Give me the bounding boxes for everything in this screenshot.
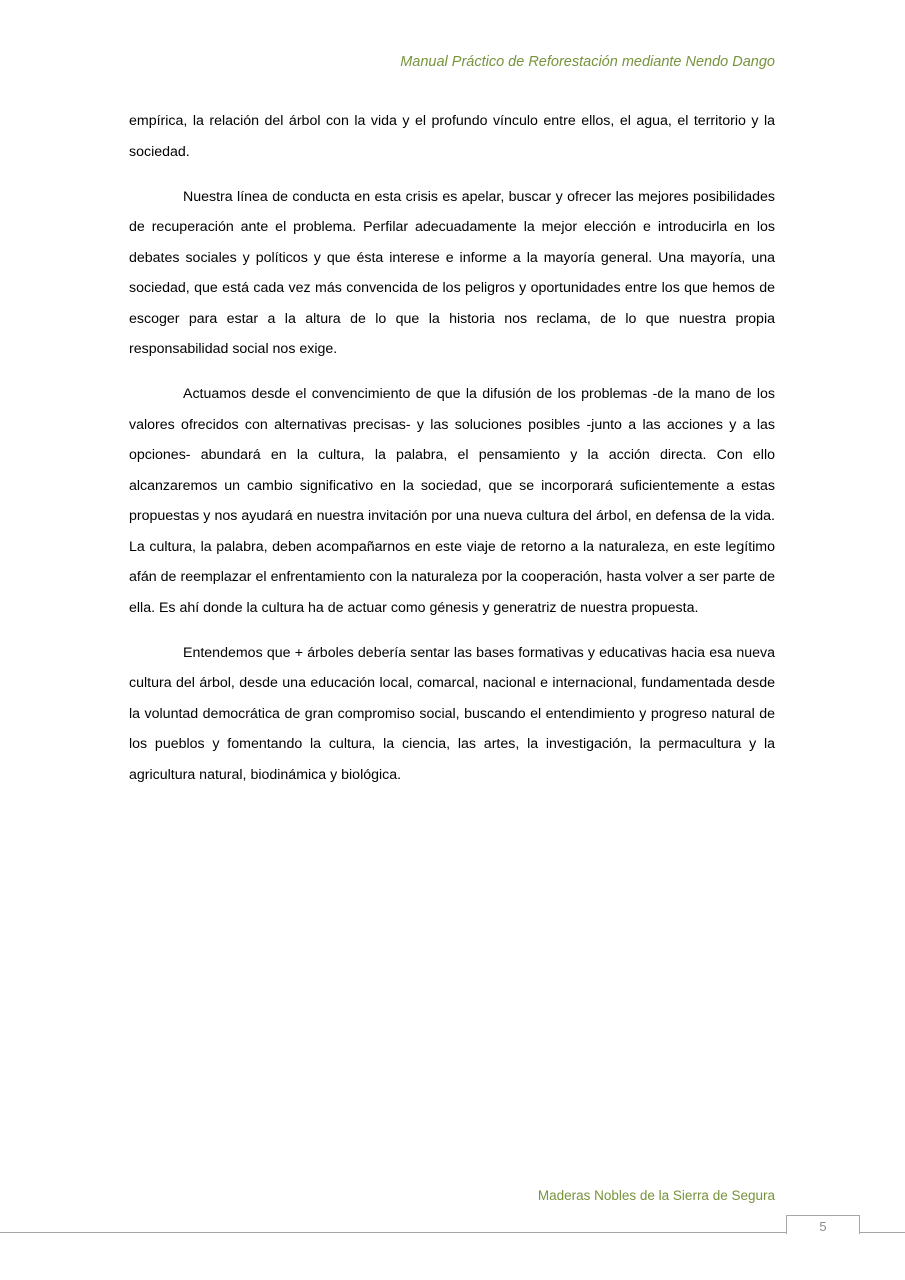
running-header-title: Manual Práctico de Reforestación mediante Nendo Dango <box>400 54 775 70</box>
footer-divider <box>0 1232 905 1233</box>
paragraph: Actuamos desde el convencimiento de que la difusión de los problemas -de la mano de los valores ofrecidos con alternativas precisas- y las soluciones posibles -junto a las acciones y a las opciones- abundará en la cultura, la palabra, el pensamiento y la acción directa. Con ello alcanzaremos un cambio significativo en la sociedad, que se incorporará suficientemente a estas propuestas y nos ayudará en nuestra invitación por una nueva cultura del árbol, en defensa de la vida. La cultura, la palabra, deben acompañarnos en este viaje de retorno a la naturaleza, en este legítimo afán de reemplazar el enfrentamiento con la naturaleza por la cooperación, hasta volver a ser parte de ella. Es ahí donde la cultura ha de actuar como génesis y generatriz de nuestra propuesta. <box>129 386 775 616</box>
page-number: 5 <box>786 1215 860 1234</box>
paragraph: Entendemos que + árboles debería sentar las bases formativas y educativas hacia esa nueva cultura del árbol, desde una educación local, comarcal, nacional e internacional, fundamentada desde la voluntad democrática de gran compromiso social, buscando el entendimiento y progreso natural de los pueblos y fomentando la cultura, la ciencia, las artes, la investigación, la permacultura y la agricultura natural, biodinámica y biológica. <box>129 644 775 783</box>
document-body <box>129 106 775 805</box>
paragraph: Nuestra línea de conducta en esta crisis es apelar, buscar y ofrecer las mejores posibilidades de recuperación ante el problema. Perfilar adecuadamente la mejor elección e introducirla en los debates sociales y políticos y que ésta interese e informe a la mayoría general. Una mayoría, una sociedad, que está cada vez más convencida de los peligros y oportunidades entre los que hemos de escoger para estar a la altura de lo que la historia nos reclama, de lo que nuestra propia responsabilidad social nos exige. <box>129 188 775 357</box>
running-footer-text: Maderas Nobles de la Sierra de Segura <box>537 1188 775 1203</box>
paragraph-continuation: empírica, la relación del árbol con la vida y el profundo vínculo entre ellos, el agua, el territorio y la sociedad. <box>129 113 775 160</box>
